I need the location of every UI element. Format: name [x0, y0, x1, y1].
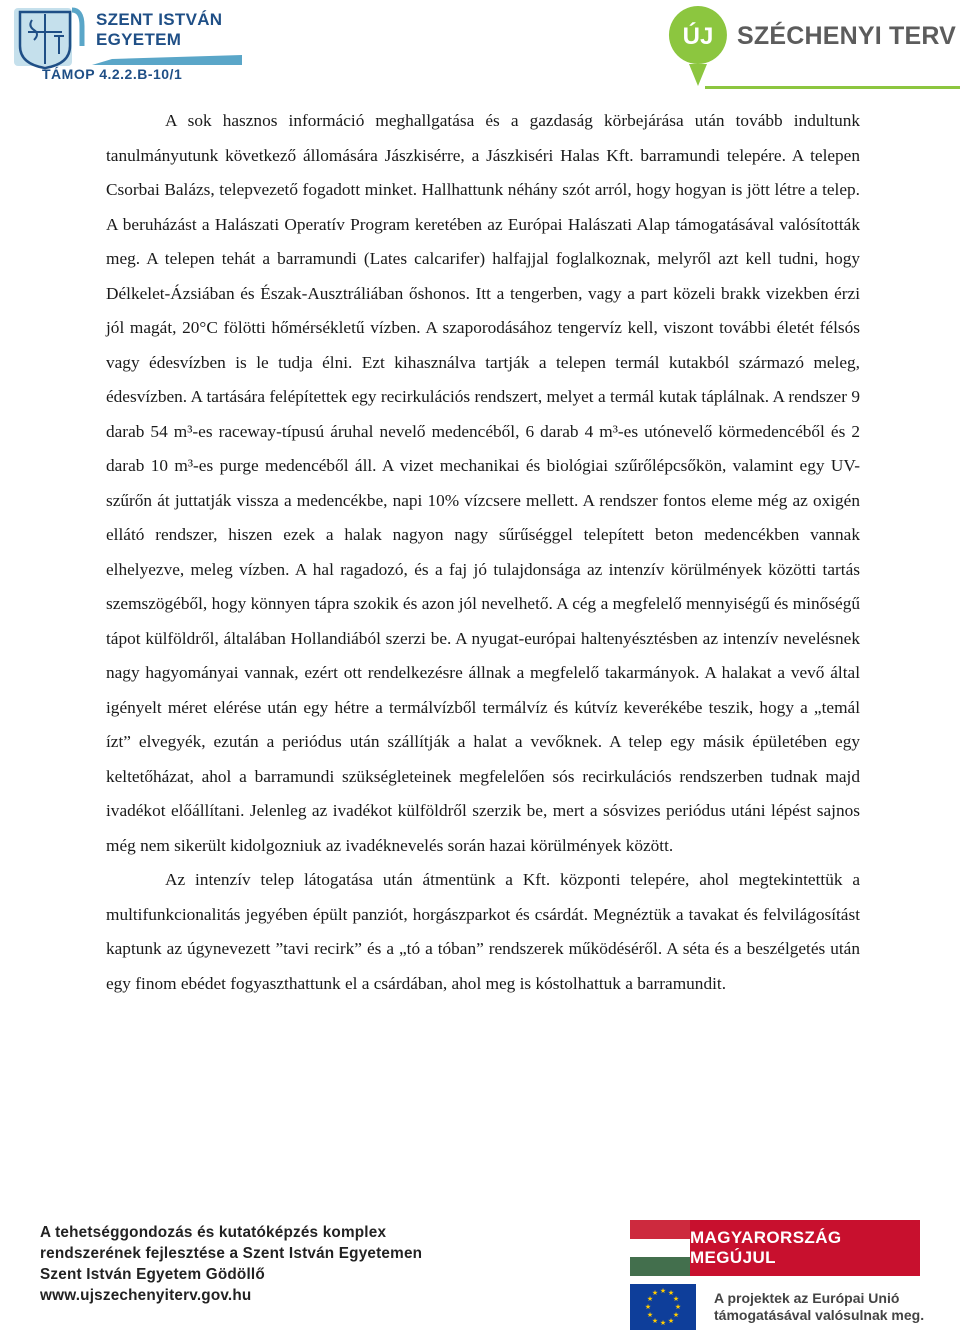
university-name [96, 10, 222, 50]
magyarorszag-megujul-logo [630, 1220, 920, 1276]
footer-line-1: A tehetséggondozás és kutatóképzés komplex [40, 1224, 387, 1241]
university-emblem-icon [10, 6, 88, 70]
svg-text:★: ★ [646, 1295, 654, 1303]
svg-text:★: ★ [651, 1289, 659, 1297]
svg-text:★: ★ [674, 1303, 682, 1311]
svg-text:★: ★ [659, 1287, 667, 1295]
paragraph-1: A sok hasznos információ meghallgatása és a gazdaság körbejárása után tovább indultunk tanulmányutunk következő állomására Jászkisérre, a Jászkiséri Halas Kft. barramundi telepére. A telepen Csorbai Balázs, telepvezető fogadott minket. Hallhattunk néhány szót arról, hogy hogyan is jött létre a telep. A beruházást a Halászati Operatív Program keretében az Európai Halászati Alap támogatásával valósították meg. A telepen tehát a barramundi (Lates calcarifer) halfajjal foglalkoznak, melyről azt kell tudni, hogy Délkelet-Ázsiában és Észak-Ausztráliában őshonos. Itt a tengerben, vagy a part közeli brakk vizekben érzi jól magát, 20°C fölötti hőmérsékletű vízben. A szaporodásához tengervíz kell, viszont további életét félsós vagy édesvízben is le tudja élni. Ezt kihasználva tartják a telepen termál kutakból származó meleg, édesvízben. A tartására felépítettek egy recirkulációs rendszert, melyet a termál kutak táplálnak. A rendszer 9 darab 54 m³-es raceway-típusú áruhal nevelő medencéből, 6 darab 4 m³-es utónevelő körmedencéből és 2 darab 10 m³-es purge medencéből áll. A vizet mechanikai és biológiai szűrőlépcsőkön, valamint egy UV-szűrőn át juttatják vissza a medencékbe, napi 10% vízcsere mellett. A rendszer fontos eleme még az oxigén ellátó rendszer, hiszen ezek a halak nagyon nagy sűrűséggel telepített beton medencékben vannak elhelyezve, meleg vízben. A hal ragadozó, és a faj jó tulajdonsága az intenzív körülmények közötti tartás szemszögéből, hogy könnyen tápra szokik és azon jól nevelhető. A cég a megfelelő mennyiségű és minőségű tápot külföldről, általában Hollandiából szerzi be. A nyugat-európai haltenyésztésben az intenzív nevelésnek nagy hagyományai vannak, ezért ott rendelkezésre állnak a megfelelő takarmányok. A halakat a vevő által igényelt méret elérése után egy hétre a termálvízből termálvíz és kútvíz keverékébe teszik, hogy a „temál ízt” elvegyék, ezután a periódus után szállítják a halat a vevőknek. A telep egy másik épületében egy keltetőházat, ahol a barramundi szükségleteinek megfelelően sós recirkulációs rendszerben tudnak majd ivadékot előállítani. Jelenleg az ivadékot külföldről szerzik be, mert a sósvizes periódus utáni lépést sajnos még nem sikerült kidolgozniuk az ivadéknevelés során hazai körülmények között. [106, 111, 860, 855]
hungarian-flag-icon [630, 1220, 692, 1276]
university-name-line2: EGYETEM [96, 30, 182, 49]
svg-text:★: ★ [644, 1303, 652, 1311]
eu-flag-icon [630, 1284, 696, 1330]
eu-support-logo [630, 1284, 930, 1332]
project-code: TÁMOP 4.2.2.B-10/1 [42, 66, 183, 82]
footer-website-link[interactable]: www.ujszechenyiterv.gov.hu [40, 1287, 252, 1304]
svg-text:★: ★ [667, 1289, 675, 1297]
eu-text-line1: A projektek az Európai Unió [714, 1290, 900, 1306]
university-name-line1: SZENT ISTVÁN [96, 10, 223, 29]
uj-badge-text: ÚJ [682, 23, 714, 50]
footer-line-2: rendszerének fejlesztése a Szent István Egyetemen [40, 1245, 423, 1262]
plan-name: SZÉCHENYI TERV [737, 22, 957, 50]
university-stripe-decoration [92, 53, 242, 65]
page-header [0, 0, 960, 95]
paragraph-2: Az intenzív telep látogatása után átmentünk a Kft. központi telepére, ahol megtekintettük a multifunkcionalitás jegyében épült panziót, horgászparkot és csárdát. Megnéztük a tavakat és felvilágosítást kaptunk az úgynevezett ”tavi recirk” és a „tó a tóban” rendszerek működéséről. A séta és a beszélgetés után egy finom ebédet fogyaszthattunk el a csárdában, ahol meg is kóstolhattuk a barramundit. [106, 870, 860, 993]
svg-text:★: ★ [672, 1295, 680, 1303]
svg-text:★: ★ [651, 1317, 659, 1325]
uj-szechenyi-terv-logo [665, 0, 960, 92]
footer-project-info [40, 1222, 422, 1306]
svg-text:★: ★ [667, 1317, 675, 1325]
footer-line-3: Szent István Egyetem Gödöllő [40, 1266, 265, 1283]
article-body [106, 104, 860, 1001]
plan-underline [705, 86, 960, 89]
svg-text:★: ★ [659, 1319, 667, 1327]
uj-badge-icon [665, 2, 731, 88]
svg-text:★: ★ [672, 1311, 680, 1319]
megujul-banner [690, 1220, 920, 1276]
eu-support-text [714, 1290, 924, 1324]
eu-text-line2: támogatásával valósulnak meg. [714, 1307, 925, 1323]
svg-text:★: ★ [646, 1311, 654, 1319]
megujul-banner-text: MAGYARORSZÁG MEGÚJUL [690, 1228, 842, 1267]
